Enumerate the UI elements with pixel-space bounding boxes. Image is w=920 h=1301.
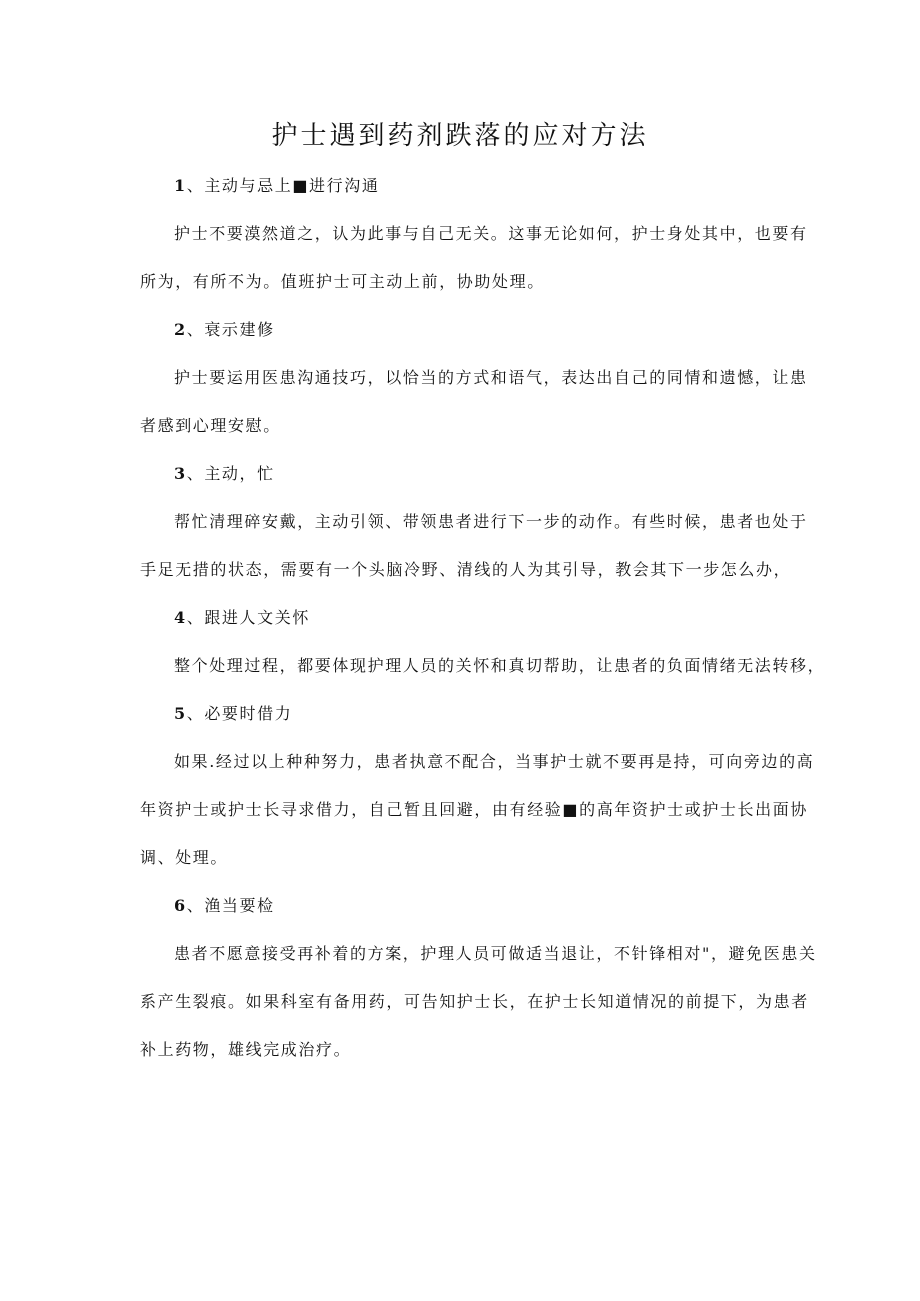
paragraph-line: 如果.经过以上种种努力，患者执意不配合，当事护士就不要再是持，可向旁边的高 <box>174 752 815 771</box>
section-heading-text: 、主动与忌上■进行沟通 <box>186 176 380 195</box>
section-heading-text: 、跟进人文关怀 <box>186 608 310 627</box>
section-number: 5 <box>174 704 187 723</box>
section-heading-4 <box>174 606 310 630</box>
paragraph-line: 患者不愿意接受再补着的方案，护理人员可做适当退让，不针锋相对"，避免医患关 <box>174 944 817 963</box>
section-heading-text: 、渔当要检 <box>186 896 275 915</box>
section-heading-1 <box>174 174 379 198</box>
section-heading-text: 、必要时借力 <box>186 704 293 723</box>
paragraph-line: 护士要运用医患沟通技巧，以恰当的方式和语气，表达出自己的同情和遗憾，让患 <box>174 368 808 387</box>
section-heading-text: 、衰示建修 <box>186 320 275 339</box>
paragraph-line: 整个处理过程，都要体现护理人员的关怀和真切帮助，让患者的负面情绪无法转移， <box>174 656 826 675</box>
section-heading-3 <box>174 462 275 486</box>
document-title: 护士遇到药剂跌落的应对方法 <box>271 121 649 151</box>
section-number: 2 <box>174 320 187 339</box>
paragraph-line: 调、处理。 <box>140 848 229 867</box>
section-number: 3 <box>174 464 187 483</box>
section-heading-2 <box>174 318 275 342</box>
paragraph-line: 年资护士或护士长寻求借力，自己暂且回避，由有经验■的高年资护士或护士长出面协 <box>140 800 808 819</box>
section-heading-5 <box>174 702 292 726</box>
section-heading-6 <box>174 894 275 918</box>
paragraph-line: 帮忙清理碎安戴，主动引领、带领患者进行下一步的动作。有些时候，患者也处于 <box>174 512 808 531</box>
section-number: 4 <box>174 608 187 627</box>
paragraph-line: 者感到心理安慰。 <box>140 416 281 435</box>
paragraph-line: 补上药物，雄线完成治疗。 <box>140 1040 352 1059</box>
section-heading-text: 、主动，忙 <box>186 464 275 483</box>
paragraph-line: 系产生裂痕。如果科室有备用药，可告知护士长，在护士长知道情况的前提下，为患者 <box>140 992 809 1011</box>
paragraph-line: 所为，有所不为。值班护士可主动上前，协助处理。 <box>140 272 545 291</box>
section-number: 1 <box>174 176 187 195</box>
paragraph-line: 手足无措的状态，需要有一个头脑冷野、清线的人为其引导，教会其下一步怎么办， <box>140 560 792 579</box>
paragraph-line: 护士不要漠然道之，认为此事与自己无关。这事无论如何，护士身处其中，也要有 <box>174 224 808 243</box>
section-number: 6 <box>174 896 187 915</box>
